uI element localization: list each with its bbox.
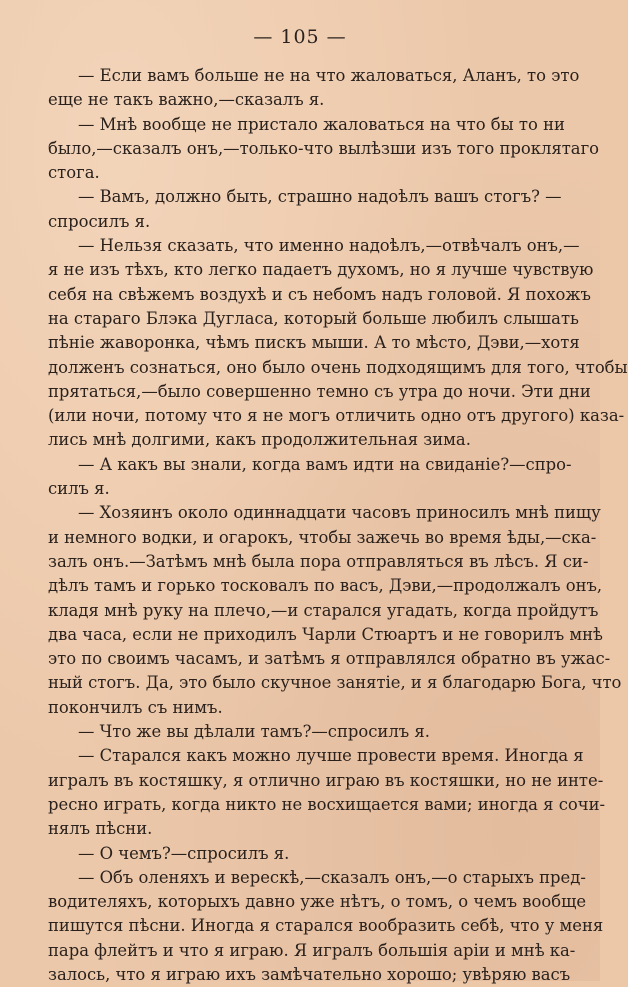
text-line: силъ я. — [48, 479, 110, 499]
text-line: — Объ оленяхъ и верескѣ,—сказалъ онъ,—о старыхъ пред- — [78, 867, 586, 887]
text-line: — Что же вы дѣлали тамъ?—спросилъ я. — [78, 722, 430, 742]
text-line: — Мнѣ вообще не пристало жаловаться на что бы то ни — [78, 114, 565, 134]
text-line: спросилъ я. — [48, 211, 151, 231]
text-line: — Хозяинъ около одиннадцати часовъ приносилъ мнѣ пищу — [78, 503, 601, 523]
text-line: стога. — [48, 163, 100, 183]
text-line: себя на свѣжемъ воздухѣ и съ небомъ надъ головой. Я похожъ — [48, 284, 591, 304]
text-line: дѣлъ тамъ и горько тосковалъ по васъ, Дэви,—продолжалъ онъ, — [48, 576, 603, 596]
text-line: два часа, если не приходилъ Чарли Стюартъ и не говорилъ мнѣ — [48, 624, 603, 644]
text-line: (или ночи, потому что я не могъ отличить одно отъ другого) каза- — [48, 406, 625, 426]
text-line: пишутся пѣсни. Иногда я старался вообразить себѣ, что у меня — [48, 916, 604, 936]
text-line: еще не такъ важно,—сказалъ я. — [48, 90, 325, 110]
text-line: и немного водки, и огарокъ, чтобы зажечь во время ѣды,—ска- — [48, 527, 597, 547]
text-line: залось, что я играю ихъ замѣчательно хорошо; увѣряю васъ — [48, 964, 571, 984]
text-line: залъ онъ.—Затѣмъ мнѣ была пора отправляться въ лѣсъ. Я си- — [48, 551, 589, 571]
text-line: — А какъ вы знали, когда вамъ идти на свиданіе?—спро- — [78, 454, 572, 474]
text-line: — О чемъ?—спросилъ я. — [78, 843, 290, 863]
text-line: пѣніе жаворонка, чѣмъ пискъ мыши. А то мѣсто, Дэви,—хотя — [48, 333, 580, 353]
text-line: — Если вамъ больше не на что жаловаться, Аланъ, то это — [78, 66, 580, 85]
text-line: ный стогъ. Да, это было скучное занятіе, и я благодарю Бога, что — [48, 673, 622, 693]
text-line: — Нельзя сказать, что именно надоѣлъ,—отвѣчалъ онъ,— — [78, 236, 580, 256]
text-line: нялъ пѣсни. — [48, 819, 153, 839]
text-line: кладя мнѣ руку на плечо,—и старался угадать, когда пройдутъ — [48, 600, 599, 620]
text-line: это по своимъ часамъ, и затѣмъ я отправлялся обратно въ ужас- — [48, 649, 611, 669]
text-line: покончилъ съ нимъ. — [48, 697, 223, 717]
text-line: лись мнѣ долгими, какъ продолжительная зима. — [48, 430, 471, 450]
text-line: — Вамъ, должно быть, страшно надоѣлъ вашъ стогъ? — — [78, 187, 562, 207]
page-number: — 105 — — [253, 26, 347, 48]
text-line: долженъ сознаться, оно было очень подходящимъ для того, чтобы — [48, 357, 628, 377]
text-line: на стараго Блэка Дугласа, который больше любилъ слышать — [48, 308, 579, 328]
text-line: ресно играть, когда никто не восхищается вами; иногда я сочи- — [48, 794, 606, 814]
text-line: было,—сказалъ онъ,—только-что вылѣзши изъ того проклятаго — [48, 138, 600, 158]
text-line: — Старался какъ можно лучше провести время. Иногда я — [78, 746, 584, 766]
text-line: пара флейтъ и что я играю. Я игралъ большія аріи и мнѣ ка- — [48, 940, 576, 960]
body-text — [48, 64, 628, 987]
text-line: я не изъ тѣхъ, кто легко падаетъ духомъ, но я лучше чувствую — [48, 260, 594, 280]
text-line: водителяхъ, которыхъ давно уже нѣтъ, о томъ, о чемъ вообще — [48, 892, 587, 912]
text-line: прятаться,—было совершенно темно съ утра до ночи. Эти дни — [48, 381, 591, 401]
text-line: игралъ въ костяшку, я отлично играю въ костяшки, но не инте- — [48, 770, 604, 790]
